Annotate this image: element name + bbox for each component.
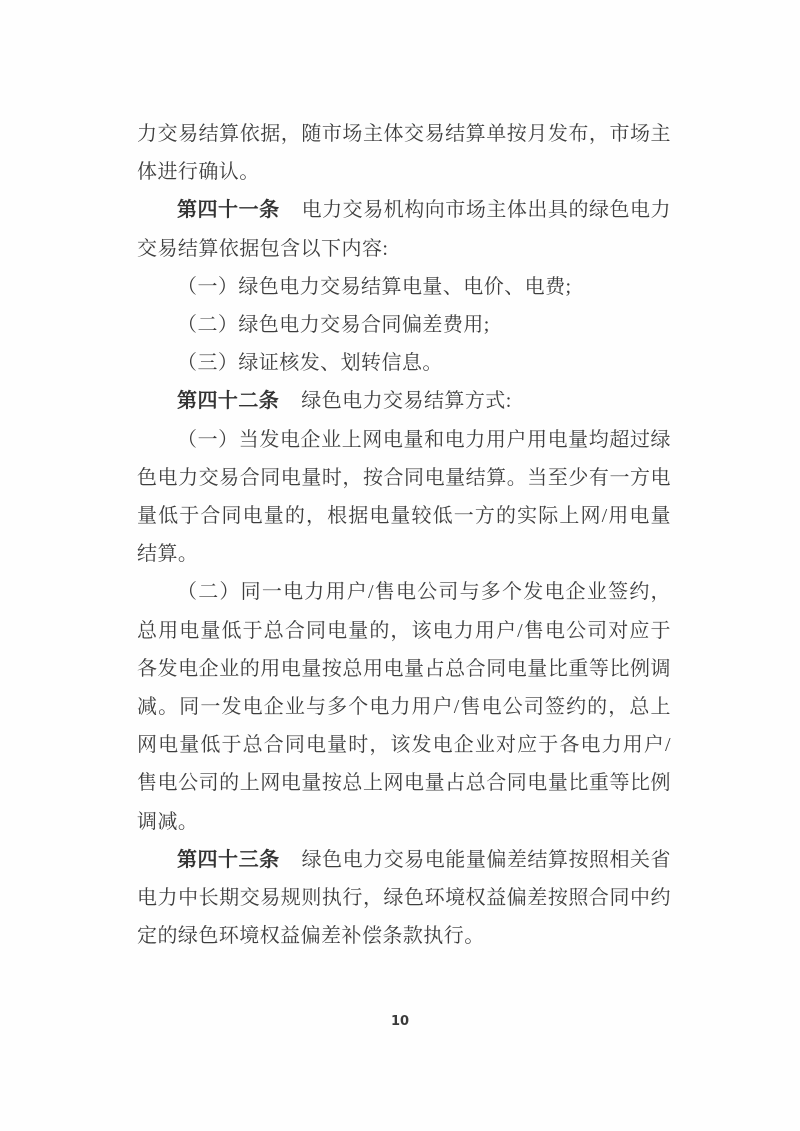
paragraph-text: 力交易结算依据，随市场主体交易结算单按月发布，市场主体进行确认。 [137, 123, 671, 184]
article-41-item-2 [137, 306, 671, 344]
page-number: 10 [390, 1014, 410, 1029]
article-41-item-3 [137, 344, 671, 382]
paragraph-text: 绿色电力交易结算方式: [301, 390, 512, 413]
paragraph-text: （一）当发电企业上网电量和电力用户用电量均超过绿色电力交易合同电量时，按合同电量结算。当至少有一方电量低于合同电量的，根据电量较低一方的实际上网/用电量结算。 [137, 428, 671, 566]
article-41-number: 第四十一条 [177, 199, 280, 222]
article-42-paragraph [137, 382, 671, 420]
article-42-item-1 [137, 421, 671, 574]
article-41-paragraph [137, 191, 671, 267]
paragraph-text: （三）绿证核发、划转信息。 [177, 352, 443, 375]
paragraph-text: （二）绿色电力交易合同偏差费用; [177, 314, 490, 337]
paragraph-text: 绿色电力交易电能量偏差结算按照相关省电力中长期交易规则执行，绿色环境权益偏差按照合同中约定的绿色环境权益偏差补偿条款执行。 [137, 848, 671, 948]
article-42-number: 第四十二条 [177, 390, 280, 413]
page-footer [0, 1012, 800, 1030]
continuation-paragraph [137, 115, 671, 191]
article-43-number: 第四十三条 [177, 848, 280, 871]
paragraph-text: （一）绿色电力交易结算电量、电价、电费; [177, 275, 572, 298]
paragraph-text: 电力交易机构向市场主体出具的绿色电力交易结算依据包含以下内容: [137, 199, 671, 260]
document-text-block [137, 115, 671, 955]
paragraph-text: （二）同一电力用户/售电公司与多个发电企业签约，总用电量低于总合同电量的，该电力用户/售电公司对应于各发电企业的用电量按总用电量占总合同电量比重等比例调减。同一发电企业与多个电力用户/售电公司签约的，总上网电量低于总合同电量时，该发电企业对应于各电力用户/售电公司的上网电量按总上网电量占总合同电量比重等比例调减。 [137, 581, 671, 833]
article-41-item-1 [137, 268, 671, 306]
article-42-item-2 [137, 573, 671, 840]
article-43-paragraph [137, 841, 671, 956]
